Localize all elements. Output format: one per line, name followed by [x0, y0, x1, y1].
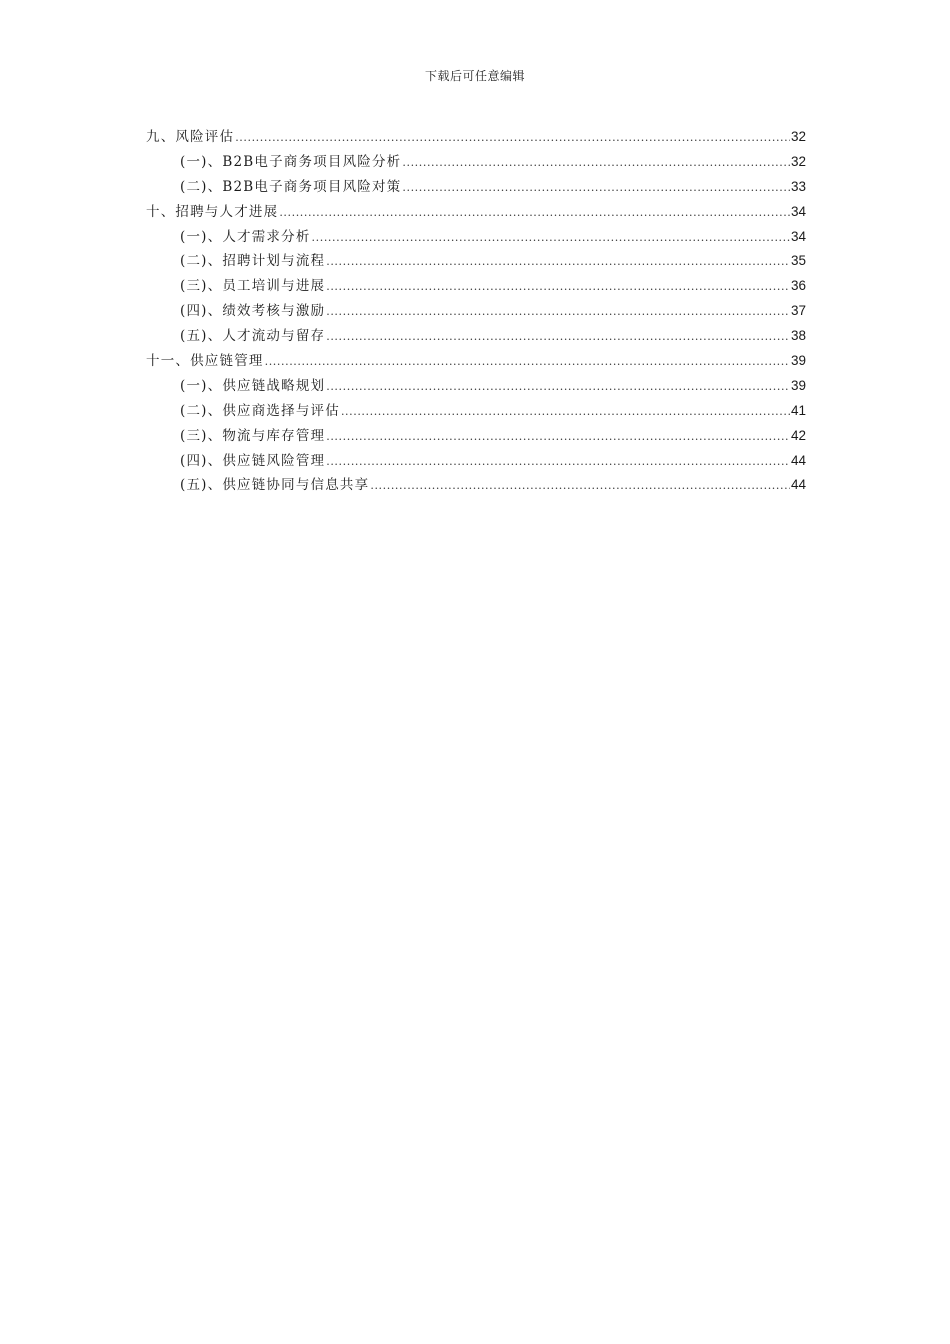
toc-entry-label: (一)、供应链战略规划	[180, 377, 326, 394]
toc-dot-leader	[326, 255, 790, 268]
toc-dot-leader	[326, 305, 790, 318]
toc-page-number: 32	[790, 153, 806, 169]
toc-page-number: 39	[790, 377, 806, 393]
toc-entry-label: (五)、供应链协同与信息共享	[180, 477, 370, 494]
toc-dot-leader	[370, 479, 790, 492]
toc-entry[interactable]	[146, 349, 806, 374]
toc-entry-label: 十、招聘与人才进展	[146, 203, 279, 220]
toc-dot-leader	[235, 131, 790, 144]
toc-page-number: 35	[790, 253, 806, 269]
toc-dot-leader	[326, 455, 790, 468]
toc-page-number: 34	[790, 203, 806, 219]
toc-entry[interactable]	[146, 424, 806, 449]
toc-page-number: 41	[790, 402, 806, 418]
toc-dot-leader	[326, 430, 790, 443]
toc-page-number: 39	[790, 353, 806, 369]
toc-entry[interactable]	[146, 449, 806, 474]
toc-dot-leader	[326, 380, 790, 393]
toc-page-number: 44	[790, 452, 806, 468]
toc-dot-leader	[279, 206, 790, 219]
toc-page-number: 37	[790, 303, 806, 319]
toc-dot-leader	[326, 280, 790, 293]
toc-dot-leader	[265, 355, 790, 368]
toc-entry-label: 九、风险评估	[146, 129, 235, 145]
toc-entry[interactable]	[146, 399, 806, 424]
toc-entry-label: (二)、B2B电子商务项目风险对策	[180, 178, 402, 195]
toc-page-number: 42	[790, 427, 806, 443]
toc-entry[interactable]	[146, 175, 806, 200]
toc-entry[interactable]	[146, 274, 806, 299]
toc-entry[interactable]	[146, 125, 806, 150]
toc-dot-leader	[402, 181, 790, 194]
toc-page-number: 44	[790, 477, 806, 493]
toc-entry-label: (四)、供应链风险管理	[180, 452, 326, 469]
toc-entry-label: (三)、员工培训与进展	[180, 278, 326, 295]
toc-page-number: 33	[790, 178, 806, 194]
toc-entry-label: (二)、供应商选择与评估	[180, 402, 340, 419]
toc-entry[interactable]	[146, 225, 806, 250]
page-header-note: 下载后可任意编辑	[424, 69, 525, 83]
toc-page-number: 32	[790, 129, 806, 144]
toc-entry[interactable]	[146, 150, 806, 175]
toc-entry[interactable]	[146, 473, 806, 498]
table-of-contents	[146, 125, 806, 498]
toc-entry-label: (四)、绩效考核与激励	[180, 303, 326, 320]
toc-dot-leader	[312, 231, 790, 244]
toc-dot-leader	[402, 156, 790, 169]
toc-entry-label: (一)、B2B电子商务项目风险分析	[180, 153, 402, 170]
toc-page-number: 38	[790, 328, 806, 344]
toc-entry[interactable]	[146, 324, 806, 349]
toc-entry-label: (二)、招聘计划与流程	[180, 253, 326, 270]
toc-entry-label: 十一、供应链管理	[146, 353, 264, 370]
toc-entry-label: (一)、人才需求分析	[180, 228, 311, 245]
toc-entry[interactable]	[146, 374, 806, 399]
toc-page-number: 34	[790, 228, 806, 244]
toc-dot-leader	[326, 330, 790, 343]
toc-entry-label: (五)、人才流动与留存	[180, 328, 326, 345]
toc-entry[interactable]	[146, 249, 806, 274]
toc-entry[interactable]	[146, 200, 806, 225]
toc-entry[interactable]	[146, 299, 806, 324]
toc-dot-leader	[341, 405, 790, 418]
toc-entry-label: (三)、物流与库存管理	[180, 427, 326, 444]
toc-page-number: 36	[790, 278, 806, 294]
